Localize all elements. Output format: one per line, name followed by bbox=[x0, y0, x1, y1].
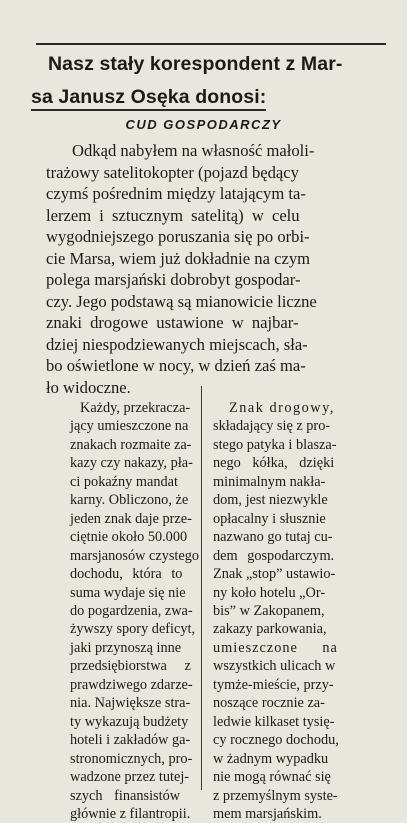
left-column bbox=[70, 399, 200, 823]
right-column-line: nie mogą równać się bbox=[213, 769, 331, 786]
right-column-line: ny koło hotelu „Or- bbox=[213, 584, 326, 601]
left-column-line: prawdziwego zdarze- bbox=[70, 676, 193, 693]
left-column-line: jeden znak daje prze- bbox=[70, 510, 192, 527]
right-column-line: składający się z pro- bbox=[213, 418, 331, 435]
left-column-line: znakach rozmaite za- bbox=[70, 436, 192, 453]
left-column-line: przedsiębiorstwa z bbox=[70, 658, 191, 675]
right-column-line: nego kółka, dzięki bbox=[213, 455, 335, 472]
left-column-line: jący umieszczone na bbox=[70, 418, 189, 435]
lead-line: bo oświetlone w nocy, w dzień zaś ma- bbox=[46, 356, 306, 375]
right-column-line: minimalnym nakła- bbox=[213, 473, 326, 490]
left-column-line: wadzone przez tutej- bbox=[70, 769, 190, 786]
left-column-line: ciętnie około 50.000 bbox=[70, 529, 188, 546]
article-subtitle: CUD GOSPODARCZY bbox=[125, 117, 282, 132]
right-column-line: ledwie kilkaset tysię- bbox=[213, 713, 335, 730]
right-column-line: Znak drogowy, bbox=[229, 400, 335, 416]
lead-line: znaki drogowe ustawione w najbar- bbox=[46, 313, 299, 332]
lead-line: czymś pośrednim między latającym ta- bbox=[46, 184, 306, 203]
header-rule bbox=[36, 43, 386, 45]
lead-line: trażowy satelitokopter (pojazd będący bbox=[46, 162, 299, 182]
lead-line: dziej niespodziewanych miejscach, sła- bbox=[46, 334, 308, 354]
right-column-line: zakazy parkowania, bbox=[213, 621, 327, 638]
left-column-line: Każdy, przekracza- bbox=[80, 400, 191, 416]
right-column-line: tymże-mieście, przy- bbox=[213, 676, 334, 693]
right-column-line: bis” w Zakopanem, bbox=[213, 602, 325, 619]
right-column bbox=[213, 399, 387, 823]
column-divider bbox=[201, 386, 202, 790]
left-column-line: żywszy spory deficyt, bbox=[70, 621, 196, 638]
lead-line: ło widoczne. bbox=[46, 377, 131, 397]
right-column-line: z przemyślnym syste- bbox=[213, 787, 338, 804]
lead-line: lerzem i sztucznym satelitą) w celu bbox=[46, 205, 300, 225]
right-column-line: mem marsjańskim. bbox=[213, 805, 322, 822]
lead-line: Odkąd nabyłem na własność małoli- bbox=[72, 141, 315, 160]
headline-line: sa Janusz Osęka donosi: bbox=[31, 85, 266, 111]
right-column-line: nazwano go tutaj cu- bbox=[213, 529, 333, 546]
left-column-line: nia. Największe stra- bbox=[70, 695, 191, 712]
lead-line: polega marsjański dobrobyt gospodar- bbox=[46, 270, 301, 289]
article-headline bbox=[31, 48, 388, 114]
lead-line: czy. Jego podstawą są mianowicie liczne bbox=[46, 291, 317, 311]
left-column-line: ty wykazują budżety bbox=[70, 713, 189, 730]
right-column-line: noszące rocznie za- bbox=[213, 695, 325, 712]
lead-line: cie Marsa, wiem już dokładnie na czym bbox=[46, 248, 311, 268]
right-column-line: stego patyka i blasza- bbox=[213, 436, 337, 453]
right-column-line: w żadnym wypadku bbox=[213, 750, 329, 767]
lead-line: wygodniejszego poruszania się po orbi- bbox=[46, 227, 310, 246]
lead-paragraph bbox=[46, 140, 398, 398]
right-column-line: wszystkich ulicach w bbox=[213, 658, 336, 675]
right-column-line: Znak „stop” ustawio- bbox=[213, 566, 336, 583]
left-column-line: do pogardzenia, zwa- bbox=[70, 602, 193, 619]
right-column-line: dem gospodarczym. bbox=[213, 547, 335, 564]
headline-line: Nasz stały korespondent z Mar- bbox=[48, 53, 343, 75]
left-column-line: dochodu, która to bbox=[70, 566, 183, 583]
left-column-line: karny. Obliczono, że bbox=[70, 492, 189, 509]
left-column-line: hoteli i zakładów ga- bbox=[70, 732, 191, 749]
left-column-line: kazy czy nakazy, pła- bbox=[70, 455, 193, 472]
right-column-line: dom, jest niezwykle bbox=[213, 492, 328, 509]
left-column-line: marsjanosów czystego bbox=[70, 547, 200, 564]
right-column-line: umieszczone na bbox=[213, 639, 338, 656]
left-column-line: głównie z filantropii. bbox=[70, 805, 191, 822]
left-column-line: jaki przynoszą inne bbox=[70, 639, 182, 656]
left-column-line: suma wydaje się nie bbox=[70, 584, 186, 601]
left-column-line: stronomicznych, pro- bbox=[70, 750, 193, 767]
right-column-line: cy rocznego dochodu, bbox=[213, 732, 339, 749]
left-column-line: szych finansistów bbox=[70, 787, 181, 804]
right-column-line: opłacalny i słusznie bbox=[213, 510, 326, 527]
left-column-line: ci pokaźny mandat bbox=[70, 473, 178, 490]
